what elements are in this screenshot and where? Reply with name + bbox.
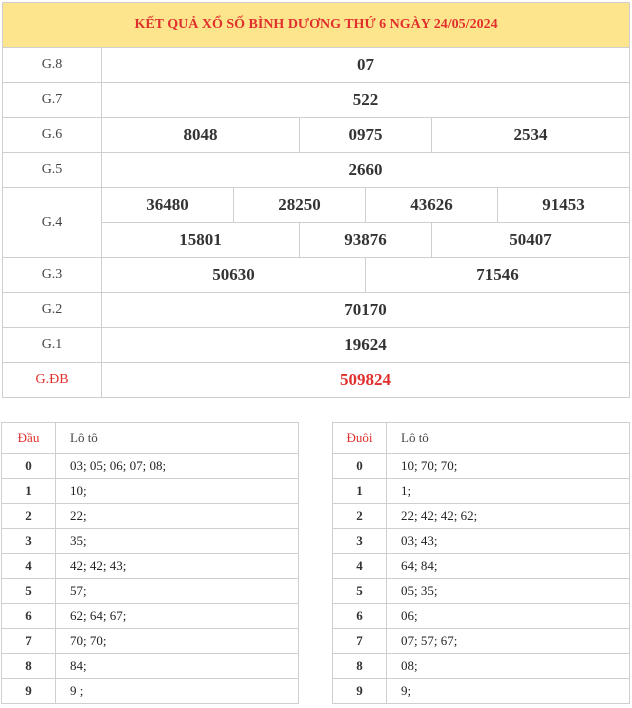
prize-row-g5 [3,153,630,188]
prize-row-special [3,363,630,398]
loto-row [333,679,630,704]
loto-values: 42; 42; 43; [56,554,299,579]
loto-digit: 2 [2,504,56,529]
loto-row [2,604,299,629]
loto-head-body [2,423,299,704]
loto-digit: 0 [333,454,387,479]
prize-number: 2534 [432,118,630,153]
loto-values: 06; [387,604,630,629]
loto-tail-table [332,422,630,704]
loto-row [333,504,630,529]
prize-label: G.4 [3,188,102,258]
results-title: KẾT QUẢ XỔ SỐ BÌNH DƯƠNG THỨ 6 NGÀY 24/05/2024 [3,3,630,48]
loto-values: 10; [56,479,299,504]
loto-header-row [333,423,630,454]
prize-number: 522 [102,83,630,118]
prize-row-g3 [3,258,630,293]
prize-label: G.8 [3,48,102,83]
prize-label: G.7 [3,83,102,118]
prize-number: 50407 [432,223,630,258]
loto-row [333,579,630,604]
loto-row [2,579,299,604]
loto-values: 1; [387,479,630,504]
prize-row-g8 [3,48,630,83]
loto-row [333,629,630,654]
prize-number: 28250 [234,188,366,223]
head-column-title: Đầu [2,423,56,454]
loto-head-table [1,422,299,704]
loto-digit: 6 [333,604,387,629]
prize-number: 43626 [366,188,498,223]
prize-row-g4 [3,188,630,223]
loto-digit: 8 [2,654,56,679]
special-prize-number: 509824 [102,363,630,398]
loto-digit: 7 [2,629,56,654]
loto-row [333,454,630,479]
loto-digit: 4 [2,554,56,579]
loto-row [2,654,299,679]
prize-number: 07 [102,48,630,83]
loto-values: 08; [387,654,630,679]
prize-number: 50630 [102,258,366,293]
loto-column-title: Lô tô [387,423,630,454]
loto-digit: 3 [2,529,56,554]
loto-values: 35; [56,529,299,554]
loto-row [2,629,299,654]
loto-digit: 9 [2,679,56,704]
prize-number: 8048 [102,118,300,153]
loto-row [2,529,299,554]
prize-label: G.2 [3,293,102,328]
loto-values: 05; 35; [387,579,630,604]
loto-row [333,654,630,679]
loto-tail-body [333,423,630,704]
loto-row [333,529,630,554]
loto-values: 62; 64; 67; [56,604,299,629]
loto-values: 03; 05; 06; 07; 08; [56,454,299,479]
loto-row [2,454,299,479]
loto-digit: 9 [333,679,387,704]
prize-label: G.5 [3,153,102,188]
loto-column-title: Lô tô [56,423,299,454]
loto-digit: 5 [333,579,387,604]
loto-digit: 8 [333,654,387,679]
results-table [2,2,630,398]
loto-values: 22; [56,504,299,529]
loto-values: 22; 42; 42; 62; [387,504,630,529]
loto-row [2,504,299,529]
prize-number: 93876 [300,223,432,258]
prize-label: G.6 [3,118,102,153]
prize-number: 70170 [102,293,630,328]
prize-label: G.3 [3,258,102,293]
tail-column-title: Đuôi [333,423,387,454]
loto-row [333,604,630,629]
loto-digit: 0 [2,454,56,479]
prize-number: 0975 [300,118,432,153]
loto-digit: 1 [2,479,56,504]
loto-values: 03; 43; [387,529,630,554]
loto-row [333,479,630,504]
loto-values: 64; 84; [387,554,630,579]
prize-number: 15801 [102,223,300,258]
loto-values: 84; [56,654,299,679]
prize-number: 36480 [102,188,234,223]
loto-digit: 2 [333,504,387,529]
loto-digit: 3 [333,529,387,554]
loto-values: 07; 57; 67; [387,629,630,654]
loto-values: 70; 70; [56,629,299,654]
prize-number: 91453 [498,188,630,223]
prize-label: G.1 [3,328,102,363]
loto-values: 9 ; [56,679,299,704]
loto-values: 9; [387,679,630,704]
prize-row-g6 [3,118,630,153]
loto-row [2,554,299,579]
loto-values: 10; 70; 70; [387,454,630,479]
prize-row-g7 [3,83,630,118]
loto-digit: 1 [333,479,387,504]
prize-number: 2660 [102,153,630,188]
loto-values: 57; [56,579,299,604]
loto-row [2,479,299,504]
prize-number: 71546 [366,258,630,293]
prize-row-g1 [3,328,630,363]
loto-digit: 5 [2,579,56,604]
loto-digit: 4 [333,554,387,579]
prize-row-g2 [3,293,630,328]
prize-number: 19624 [102,328,630,363]
special-prize-label: G.ĐB [3,363,102,398]
loto-row [2,679,299,704]
loto-header-row [2,423,299,454]
loto-row [333,554,630,579]
loto-digit: 7 [333,629,387,654]
loto-digit: 6 [2,604,56,629]
